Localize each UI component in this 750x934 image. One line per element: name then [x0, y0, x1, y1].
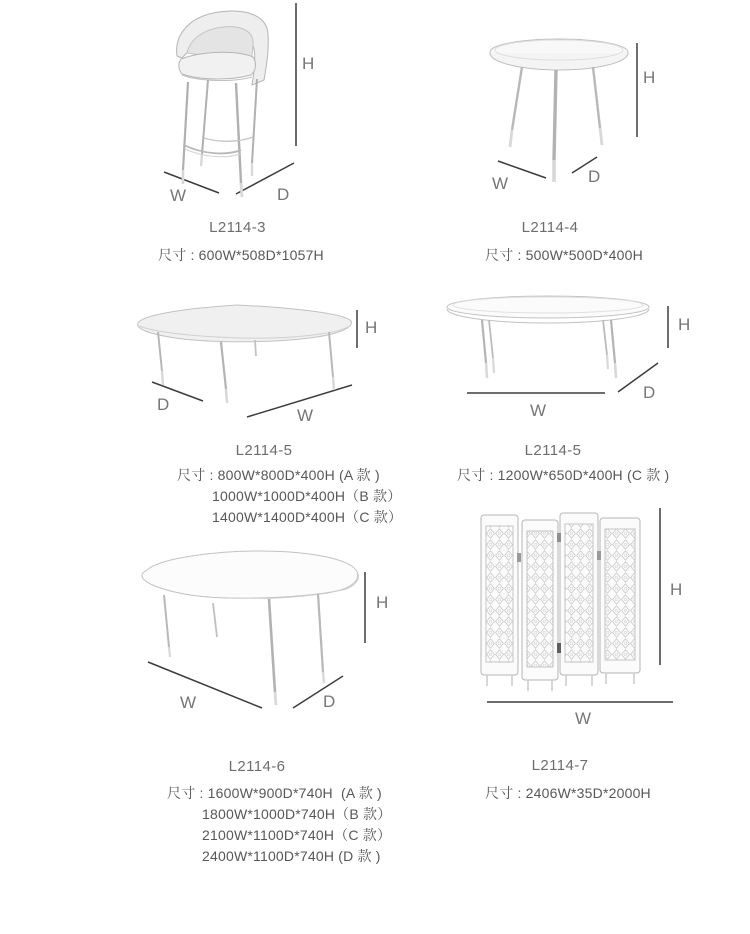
bar-stool-sketch [140, 0, 360, 215]
dim-label-depth: D [588, 167, 601, 186]
dim-label-width: W [180, 693, 197, 712]
oval-dining-table-sketch [120, 545, 410, 730]
oval-coffee-table-drawing [440, 285, 700, 425]
size-label: 尺寸 : [457, 467, 498, 483]
folding-screen-sketch [450, 495, 690, 735]
size-line [167, 783, 391, 804]
product-code: L2114-7 [531, 757, 589, 774]
dim-label-width: W [170, 186, 187, 205]
round-side-table-sketch [450, 0, 670, 215]
dim-label-width: W [530, 401, 547, 420]
size-line [457, 465, 669, 486]
product-code: L2114-3 [209, 219, 266, 236]
dim-label-height: H [643, 68, 656, 87]
size-value: 1600W*900D*740H (A 款 ) [207, 785, 382, 801]
dim-label-width: W [297, 406, 314, 425]
size-line: 1800W*1000D*740H（B 款） [202, 806, 392, 822]
product-code: L2114-5 [524, 442, 582, 459]
product-card-l2114-3 [140, 0, 360, 275]
size-label: 尺寸 : [167, 785, 208, 801]
oval-dining-table-drawing [120, 545, 400, 730]
dim-label-height: H [670, 580, 683, 599]
dim-label-width: W [575, 709, 592, 728]
size-value: 500W*500D*400H [525, 247, 643, 263]
dim-label-depth: D [277, 185, 290, 204]
size-label: 尺寸 : [177, 467, 218, 483]
size-value: 600W*508D*1057H [198, 247, 324, 263]
size-line: 1000W*1000D*400H（B 款） [212, 488, 402, 504]
size-line [177, 465, 402, 486]
product-code: L2114-6 [228, 758, 286, 775]
product-card-l2114-7 [450, 495, 690, 825]
product-code: L2114-5 [235, 442, 293, 459]
dim-label-height: H [365, 318, 378, 337]
rounded-square-coffee-table-sketch [120, 290, 410, 430]
product-card-l2114-6 [120, 540, 410, 880]
size-value: 1200W*650D*400H (C 款 ) [497, 467, 670, 483]
size-line [485, 245, 643, 266]
dim-label-depth: D [323, 692, 336, 711]
size-line: 2100W*1100D*740H（C 款） [202, 827, 392, 843]
round-side-table-drawing [450, 0, 670, 215]
size-line [158, 245, 324, 266]
product-card-l2114-5a [120, 290, 410, 535]
folding-screen-drawing [450, 495, 690, 735]
bar-stool-drawing [140, 0, 360, 215]
dim-label-height: H [678, 315, 691, 334]
dim-label-depth: D [157, 395, 170, 414]
size-label: 尺寸 : [485, 785, 526, 801]
product-card-l2114-4 [450, 0, 670, 275]
dim-label-depth: D [643, 383, 656, 402]
size-label: 尺寸 : [158, 247, 199, 263]
oval-coffee-table-sketch [440, 285, 700, 425]
dim-label-height: H [302, 54, 315, 73]
size-line [485, 783, 651, 804]
size-line: 2400W*1100D*740H (D 款 ) [202, 848, 381, 864]
size-value: 800W*800D*400H (A 款 ) [217, 467, 380, 483]
size-line: 1400W*1400D*400H（C 款） [212, 509, 403, 525]
size-label: 尺寸 : [485, 247, 526, 263]
dim-label-width: W [492, 174, 509, 193]
dim-label-height: H [376, 593, 389, 612]
product-code: L2114-4 [521, 219, 579, 236]
size-value: 2406W*35D*2000H [525, 785, 651, 801]
product-card-l2114-5b [440, 285, 700, 505]
